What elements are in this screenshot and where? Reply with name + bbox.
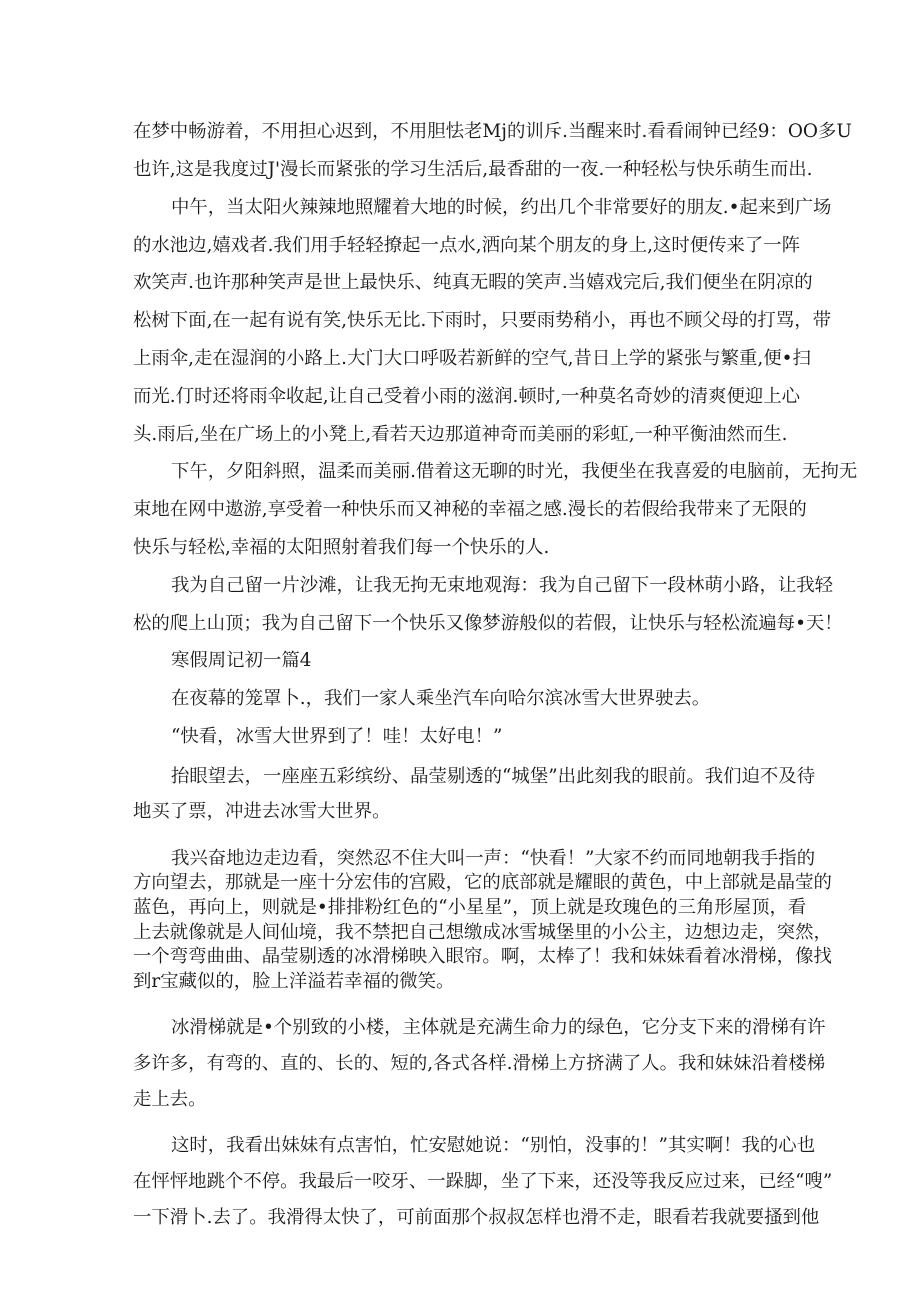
text-line: 一下滑卜.去了。我滑得太快了，可前面那个叔叔怎样也滑不走，眼看若我就要搔到他 bbox=[133, 1207, 820, 1228]
text-line: 我为自己留一片沙滩，让我无拘无束地观海：我为自己留下一段林萌小路，让我轻 bbox=[171, 575, 834, 596]
text-line: 的水池边,嬉戏者.我们用手轻轻撩起一点水,洒向某个朋友的身上,这时便传来了一阵 bbox=[133, 235, 801, 256]
text-line: 也许,这是我度过J'漫长而紧张的学习生活后,最香甜的一夜.一种轻松与快乐萌生而出. bbox=[133, 159, 813, 180]
text-line: 快乐与轻松,幸福的太阳照射着我们每一个快乐的人. bbox=[133, 537, 550, 558]
text-line: 在怦怦地跳个不停。我最后一咬牙、一跺脚，坐了下来，还没等我反应过来，已经“嗖” bbox=[133, 1171, 833, 1192]
text-line: 下午，夕阳斜照，温柔而美丽.借着这无聊的时光，我便坐在我喜爱的电脑前，无拘无 bbox=[171, 461, 858, 482]
text-line: 方向望去，那就是一座十分宏伟的宫殿，它的底部就是耀眼的黄色，中上部就是晶莹的 bbox=[133, 872, 832, 893]
text-line: 欢笑声.也许那种笑声是世上最快乐、纯真无暇的笑声.当嬉戏完后,我们便坐在阴凉的 bbox=[133, 272, 813, 293]
text-line: 而光.仃时还将雨伞收起,让自己受着小雨的滋润.顿时,一种莫名奇妙的清爽便迎上心 bbox=[133, 386, 801, 407]
text-line: 我兴奋地边走边看，突然忍不住大叫一声：“快看！”大家不约而同地朝我手指的 bbox=[171, 848, 816, 869]
text-line: 到r宝藏似的，脸上洋溢若幸福的微笑。 bbox=[133, 971, 455, 992]
text-line: 上雨伞,走在湿润的小路上.大门大口呼吸若新鲜的空气,昔日上学的紧张与繁重,便•扫 bbox=[133, 348, 811, 369]
text-line: 松树下面,在一起有说有笑,快乐无比.下雨时，只要雨势稍小，再也不顾父母的打骂，带 bbox=[133, 310, 831, 331]
text-line: 蓝色，再向上，则就是•排排粉红色的“小星星”，顶上就是玫瑰色的三角形屋顶，看 bbox=[133, 897, 807, 918]
text-line: 抬眼望去，一座座五彩缤纷、晶莹剔透的“城堡”出此刻我的眼前。我们迫不及待 bbox=[171, 766, 816, 787]
text-line: 松的爬上山顶；我为自己留下一个快乐又像梦游般似的若假，让快乐与轻松流遍每•天！ bbox=[133, 613, 843, 634]
text-line: 束地在网中遨游,享受着一种快乐而又神秘的幸福之感.漫长的若假给我带来了无限的 bbox=[133, 499, 807, 520]
text-line: 地买了票，冲进去冰雪大世界。 bbox=[133, 801, 391, 822]
text-line: 这时，我看出妹妹有点害怕，忙安慰她说：“别怕，没事的！”其实啊！我的心也 bbox=[171, 1135, 816, 1156]
text-line: “快看，冰雪大世界到了！哇！太好电！” bbox=[171, 726, 503, 747]
text-line: 多许多，有弯的、直的、长的、短的,各式各样.滑梯上方挤满了人。我和妹妹沿着楼梯 bbox=[133, 1053, 826, 1074]
text-line: 在夜幕的笼罩卜.，我们一家人乘坐汽车向哈尔滨冰雪大世界驶去。 bbox=[171, 688, 711, 709]
text-line: 上去就像就是人间仙境，我不禁把自己想缴成冰雪城堡里的小公主，边想边走，突然， bbox=[133, 922, 832, 943]
text-line: 冰滑梯就是•个别致的小楼，主体就是充满生命力的绿色，它分支下来的滑梯有许 bbox=[171, 1017, 826, 1038]
text-line: 头.雨后,坐在广场上的小凳上,看若天边那道神奇而美丽的彩虹,一种平衡油然而生. bbox=[133, 424, 788, 445]
text-line: 走上去。 bbox=[133, 1089, 207, 1110]
text-line: 在梦中畅游着，不用担心迟到，不用胆怯老Mj的训斥.当醒来时.看看闹钟已经9：OO多U bbox=[133, 121, 852, 142]
text-line: 中午，当太阳火辣辣地照耀着大地的时候，约出几个非常要好的朋友.•起来到广场 bbox=[171, 197, 832, 218]
text-line: 一个弯弯曲曲、晶莹剔透的冰滑梯映入眼帘。啊，太棒了！我和妹妹看着冰滑梯，像找 bbox=[133, 946, 832, 967]
section-heading: 寒假周记初一篇4 bbox=[171, 650, 312, 671]
